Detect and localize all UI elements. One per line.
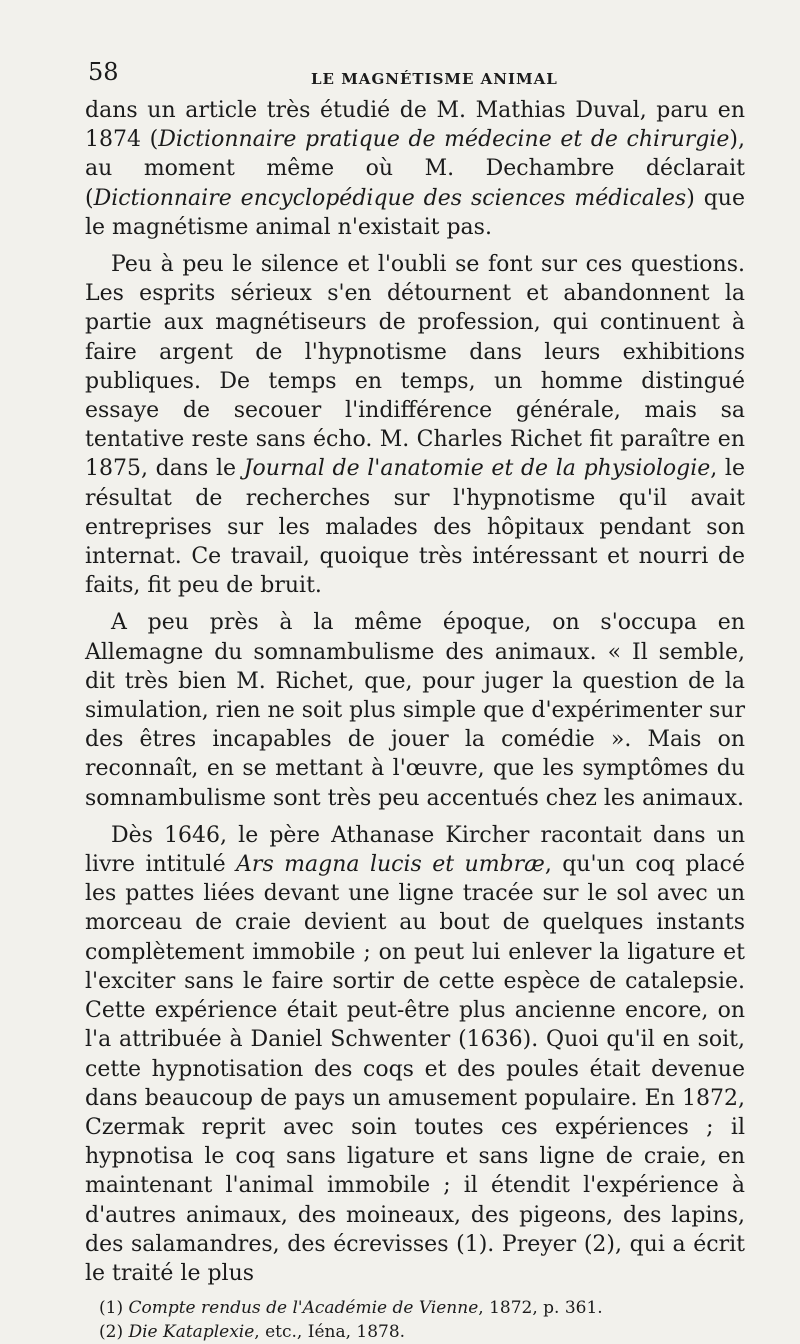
italic-text: Die Kataplexie (128, 1322, 255, 1343)
text-run: ), au moment même où M. Dechambre déclarait ( (85, 127, 745, 211)
italic-text: Compte rendus de l'Académie de Vienne (128, 1298, 479, 1319)
text-run: , 1872, p. 361. (478, 1298, 603, 1319)
italic-text: Dictionnaire pratique de médecine et de chirurgie (158, 127, 730, 153)
text-run: Peu à peu le silence et l'oubli se font sur ces questions. Les esprits sérieux s'en détournent et abandonnent la partie aux magnétiseurs de profession, qui continuent à faire argent de l'hypnotisme dans leurs exhibitions publiques. De temps en temps, un homme distingué essaye de secouer l'indifférence générale, mais sa tentative reste sans écho. M. Charles Richet fit paraître en 1875, dans le (85, 252, 745, 482)
text-run: A peu près à la même époque, on s'occupa en Allemagne du somnambulisme des animaux. « Il semble, dit très bien M. Richet, que, pour juger la question de la simulation, rien ne soit plus simple que d'expérimenter sur des êtres incapables de jouer la comédie ». Mais on reconnaît, en se mettant à l'œuvre, que les symptômes du somnambulisme sont très peu accentués chez les animaux. (85, 610, 745, 811)
paragraph-1 (85, 96, 745, 242)
footnotes (85, 1296, 744, 1344)
italic-text: Journal de l'anatomie et de la physiologie (243, 456, 711, 482)
running-head: LE MAGNÉTISME ANIMAL (311, 70, 558, 88)
footnote-2 (99, 1320, 744, 1344)
page-header (85, 58, 744, 94)
page-number: 58 (88, 58, 119, 86)
paragraph-2 (85, 250, 745, 600)
paragraph-3 (85, 608, 745, 812)
text-run: (2) (99, 1322, 129, 1343)
text-run: Dès 1646, le père Athanase Kircher racontait dans un livre intitulé (85, 822, 745, 878)
text-run: (1) (99, 1298, 129, 1319)
text-run: ) que le magnétisme animal n'existait pas. (85, 185, 746, 240)
footnote-1 (99, 1296, 744, 1320)
text-run: , qu'un coq placé les pattes liées devant une ligne tracée sur le sol avec un morceau de craie devient au bout de quelques instants complètement immobile ; on peut lui enlever la ligature et l'exciter sans le faire sortir de cette espèce de catalepsie. Cette expérience était peut-être plus ancienne encore, on l'a attribuée à Daniel Schwenter (1636). Quoi qu'il en soit, cette hypnotisation des coqs et des poules était devenue dans beaucoup de pays un amusement populaire. En 1872, Czermak reprit avec soin toutes ces expériences ; il hypnotisa le coq sans ligature et sans ligne de craie, en maintenant l'animal immobile ; il étendit l'expérience à d'autres animaux, des moineaux, des pigeons, des lapins, des salamandres, des écrevisses (1). Preyer (2), qui a écrit le traité le plus (85, 852, 745, 1286)
text-run: , etc., Iéna, 1878. (254, 1322, 406, 1343)
paragraph-4 (85, 821, 745, 1288)
text-run: , le résultat de recherches sur l'hypnotisme qu'il avait entreprises sur les malades des hôpitaux pendant son internat. Ce travail, quoique très intéressant et nourri de faits, fit peu de bruit. (85, 456, 745, 599)
body-text (85, 96, 745, 1288)
italic-text: Ars magna lucis et umbræ (236, 852, 545, 878)
italic-text: Dictionnaire encyclopédique des sciences médicales (93, 185, 687, 211)
text-run: dans un article très étudié de M. Mathias Duval, paru en 1874 ( (85, 98, 745, 153)
